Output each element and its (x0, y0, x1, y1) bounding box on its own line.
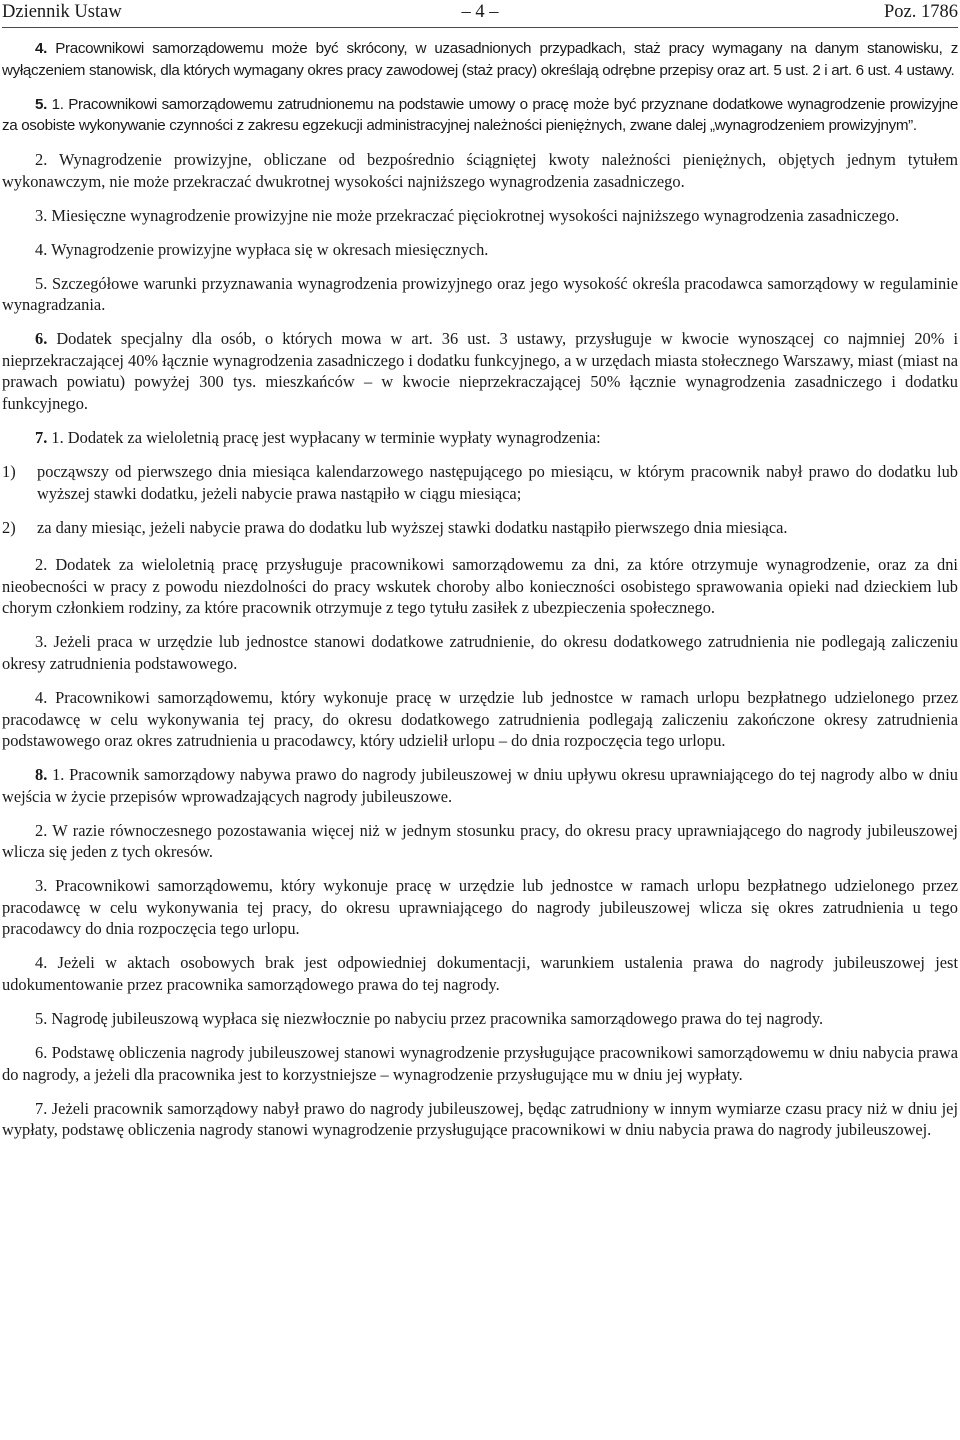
position-number: Poz. 1786 (884, 2, 958, 22)
paragraph-text: 5. Szczegółowe warunki przyznawania wynagrodzenia prowizyjnego oraz jego wysokość określa pracodawca samorządowy w regulaminie wynagradzania. (2, 273, 958, 315)
paragraph-text: 3. Jeżeli praca w urzędzie lub jednostce stanowi dodatkowe zatrudnienie, do okresu dodatkowego zatrudnienia nie podlegają zaliczeniu okresy zatrudnienia podstawowego. (2, 632, 958, 673)
section-number: 8. (35, 765, 48, 785)
paragraph-text: Dodatek specjalny dla osób, o których mowa w art. 36 ust. 3 ustawy, przysługuje w kwocie wynoszącej co najmniej 20% i nieprzekraczającej 40% łącznie wynagrodzenia zasadniczego i dodatku funkcyjnego, a w urzędach miasta stołecznego Warszawy, miast (miast na prawach powiatu) powyżej 300 tys. mieszkańców – w kwocie nieprzekraczającej 50% łącznie wynagrodzenia zasadniczego i dodatku funkcyjnego. (2, 329, 958, 414)
paragraph-5-4 (2, 239, 958, 261)
section-number: 4. (35, 40, 47, 57)
list-item-1 (2, 461, 958, 504)
paragraph-8 (2, 764, 958, 807)
paragraph-4 (2, 38, 958, 81)
paragraph-text: 3. Pracownikowi samorządowemu, który wykonuje pracę w urzędzie lub jednostce w ramach urlopu bezpłatnego udzielonego przez pracodawcę w celu wykonywania tej pracy, do okresu uprawniającego do nagrody jubileuszowej wlicza się okres zatrudnienia u tego pracodawcy do dnia rozpoczęcia tego urlopu. (2, 876, 958, 939)
document-page (2, 0, 958, 1440)
paragraph-text: 5. Nagrodę jubileuszową wypłaca się niezwłocznie po nabyciu przez pracownika samorządowego prawa do tej nagrody. (35, 1009, 824, 1029)
list-item-number: 2) (2, 517, 16, 537)
section-number: 5. (35, 95, 47, 113)
paragraph-text: 4. Pracownikowi samorządowemu, który wykonuje pracę w urzędzie lub jednostce w ramach urlopu bezpłatnego udzielonego przez pracodawcę w celu wykonywania tej pracy, do okresu dodatkowego zatrudnienia podlegają zaliczeniu zakończone okresy zatrudnienia podstawowego oraz okres zatrudnienia u pracodawcy, który udzielił urlopu – do dnia rozpoczęcia tego urlopu. (2, 687, 958, 751)
paragraph-8-7 (2, 1098, 958, 1141)
header-divider (2, 27, 958, 28)
document-body (2, 38, 958, 1153)
paragraph-text: 2. W razie równoczesnego pozostawania więcej niż w jednym stosunku pracy, do okresu pracy uprawniającego do nagrody jubileuszowej wlicza się jeden z tych okresów. (2, 820, 958, 862)
paragraph-8-2 (2, 820, 958, 863)
paragraph-text: 1. Pracownik samorządowy nabywa prawo do nagrody jubileuszowej w dniu upływu okresu uprawniającego do tej nagrody albo w dniu wejścia w życie przepisów wprowadzających nagrody jubileuszowe. (2, 765, 958, 806)
list-item-text: za dany miesiąc, jeżeli nabycie prawa do dodatku lub wyższej stawki dodatku nastąpiło pierwszego dnia miesiąca. (37, 517, 788, 537)
paragraph-7-4 (2, 687, 958, 752)
paragraph-7-2 (2, 554, 958, 619)
list-item-text: począwszy od pierwszego dnia miesiąca kalendarzowego następującego po miesiącu, w którym pracownik nabył prawo do dodatku lub wyższej stawki dodatku, jeżeli nabycie prawa nastąpiło w ciągu miesiąca; (37, 462, 958, 503)
paragraph-text: 7. Jeżeli pracownik samorządowy nabył prawo do nagrody jubileuszowej, będąc zatrudniony w innym wymiarze czasu pracy niż w dniu jej wypłaty, podstawę obliczenia nagrody stanowi wynagrodzenie przysługujące pracownikowi w dniu nabycia prawa do nagrody jubileuszowej. (2, 1098, 958, 1140)
list-item-2 (2, 517, 958, 539)
paragraph-text: 1. Dodatek za wieloletnią pracę jest wypłacany w terminie wypłaty wynagrodzenia: (51, 428, 601, 448)
section-number: 6. (35, 329, 48, 349)
paragraph-6 (2, 328, 958, 414)
list-item-number: 1) (2, 462, 16, 482)
paragraph-text: 2. Wynagrodzenie prowizyjne, obliczane od bezpośrednio ściągniętej kwoty należności pieniężnych, objętych jednym tytułem wykonawczym, nie może przekraczać dwukrotnej wysokości najniższego wynagrodzenia zasadniczego. (2, 150, 958, 191)
paragraph-7-3 (2, 631, 958, 674)
paragraph-8-3 (2, 875, 958, 940)
paragraph-text: 2. Dodatek za wieloletnią pracę przysługuje pracownikowi samorządowemu za dni, za które otrzymuje wynagrodzenie, oraz za dni nieobecności w pracy z powodu niezdolności do pracy wskutek choroby albo konieczności osobistego sprawowania opieki nad dzieckiem lub chorym członkiem rodziny, za które pracownik otrzymuje z tego tytułu zasiłek z ubezpieczenia społecznego. (2, 555, 958, 618)
paragraph-text: Pracownikowi samorządowemu może być skrócony, w uzasadnionych przypadkach, staż pracy wymagany na danym stanowisku, z wyłączeniem stanowisk, dla których wymagany okres pracy zawodowej (staż pracy) określają odrębne przepisy oraz art. 5 ust. 2 i art. 6 ust. 4 ustawy. (2, 40, 959, 79)
paragraph-text: 4. Jeżeli w aktach osobowych brak jest odpowiedniej dokumentacji, warunkiem ustalenia prawa do nagrody jubileuszowej jest udokumentowanie przez pracownika samorządowego prawa do tej nagrody. (2, 953, 958, 995)
paragraph-5-2 (2, 149, 958, 192)
page-header (2, 1, 958, 25)
paragraph-8-4 (2, 952, 958, 995)
paragraph-8-6 (2, 1042, 958, 1085)
paragraph-5-5 (2, 273, 958, 316)
section-number: 7. (35, 428, 48, 448)
paragraph-text: 6. Podstawę obliczenia nagrody jubileuszowej stanowi wynagrodzenie przysługujące pracownikowi samorządowemu w dniu nabycia prawa do nagrody, a jeżeli dla pracownika jest to korzystniejsze – wynagrodzenie przysługujące mu w dniu jej wypłaty. (2, 1043, 958, 1084)
paragraph-text: 3. Miesięczne wynagrodzenie prowizyjne nie może przekraczać pięciokrotnej wysokości najniższego wynagrodzenia zasadniczego. (35, 205, 900, 225)
paragraph-text: 1. Pracownikowi samorządowemu zatrudnionemu na podstawie umowy o pracę może być przyznane dodatkowe wynagrodzenie prowizyjne za osobiste wykonywanie czynności z zakresu egzekucji administracyjnej należności pieniężnych, zwane dalej „wynagrodzeniem prowizyjnym”. (2, 95, 958, 135)
paragraph-text: 4. Wynagrodzenie prowizyjne wypłaca się w okresach miesięcznych. (35, 239, 489, 259)
paragraph-8-5 (2, 1008, 958, 1030)
page-number: – 4 – (461, 2, 499, 22)
journal-title: Dziennik Ustaw (2, 2, 122, 22)
paragraph-5 (2, 94, 958, 137)
paragraph-5-3 (2, 205, 958, 227)
paragraph-7 (2, 427, 958, 449)
